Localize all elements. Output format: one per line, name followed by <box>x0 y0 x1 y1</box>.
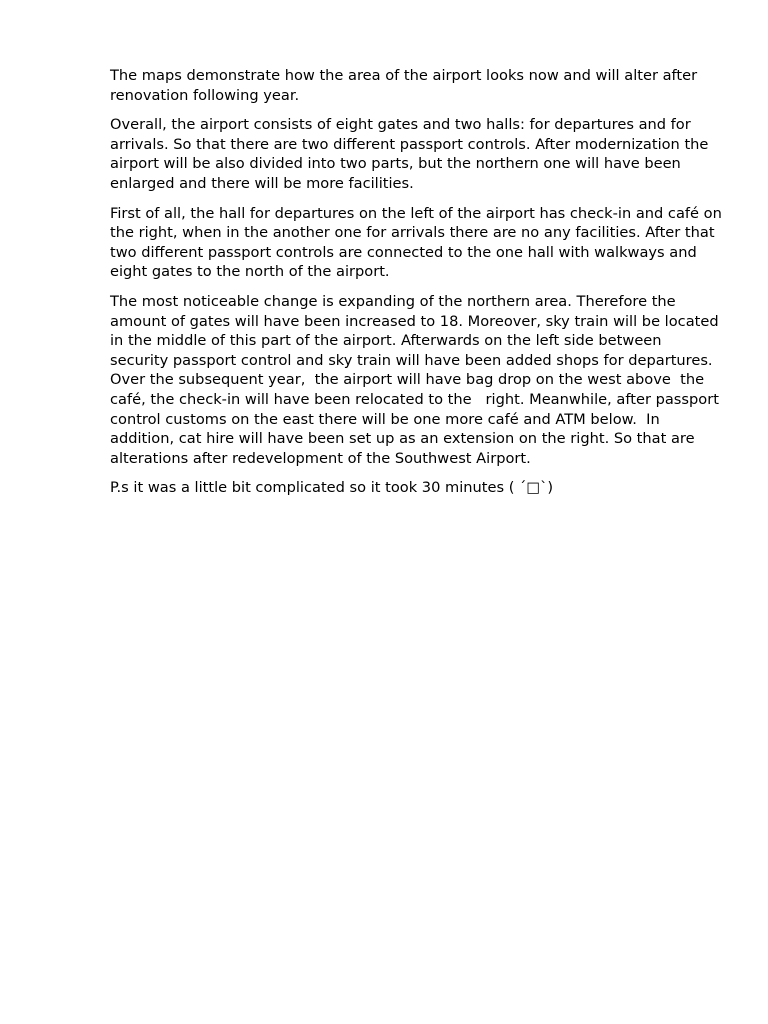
paragraph-intro: The maps demonstrate how the area of the airport looks now and will alter after renovation following year. <box>110 67 702 104</box>
document-body <box>110 66 727 508</box>
paragraph-body-1: First of all, the hall for departures on the left of the airport has check-in and café on the right, when in the another one for arrivals there are no any facilities. After that two different passport controls are connected to the one hall with walkways and eight gates to the north of the airport. <box>110 204 727 281</box>
paragraph-postscript: P.s it was a little bit complicated so it took 30 minutes ( ´□`) <box>110 479 554 497</box>
paragraph-body-2: The most noticeable change is expanding of the northern area. Therefore the amount of gates will have been increased to 18. Moreover, sky train will be located in the middle of this part of the airport. Afterwards on the left side between security passport control and sky train will have been added shops for departures. Over the subsequent year, the airport will have bag drop on the west above the café, the check-in will have been relocated to the right. Meanwhile, after passport control customs on the east there will be one more café and ATM below. In addition, cat hire will have been set up as an extension on the right. So that are alterations after redevelopment of the Southwest Airport. <box>110 292 724 467</box>
paragraph-overview: Overall, the airport consists of eight gates and two halls: for departures and for arrivals. So that there are two different passport controls. After modernization the airport will be also divided into two parts, but the northern one will have been enlarged and there will be more facilities. <box>110 116 714 192</box>
